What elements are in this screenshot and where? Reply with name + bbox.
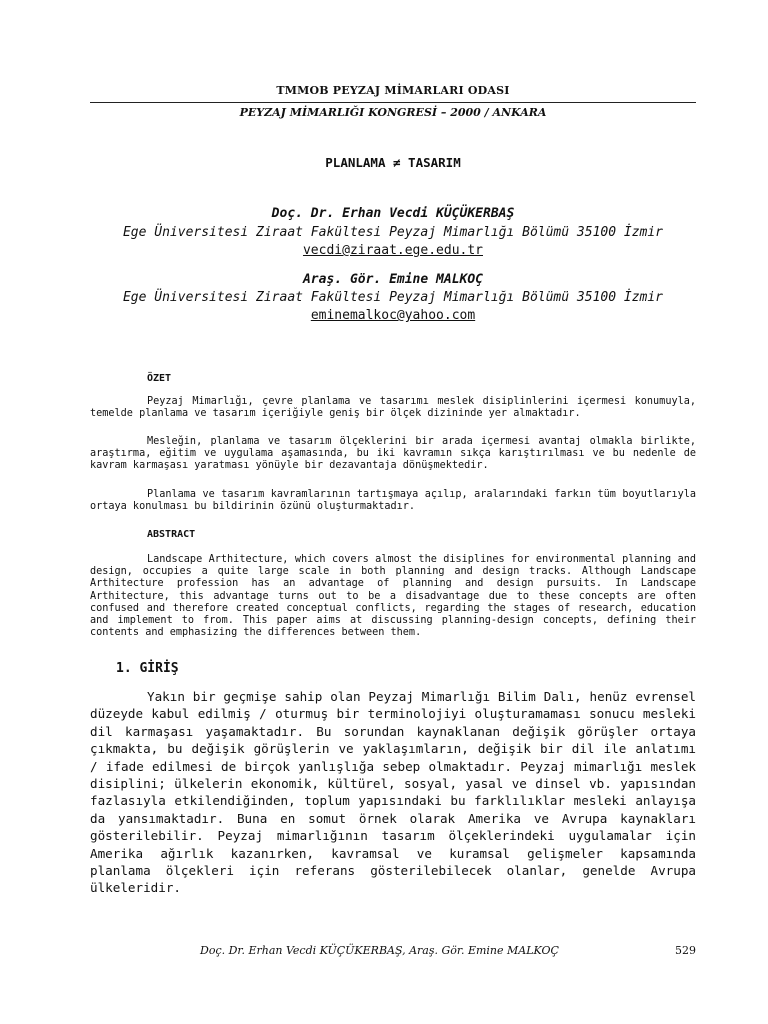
header-divider: [90, 102, 696, 103]
author-1-email[interactable]: [90, 243, 696, 258]
abstract-paragraph: Landscape Arthitecture, which covers almost the disiplines for environmental planning and design, occupies a quite large scale in both planning and design tracks. Although Landscape Arthitecture profession has an advantage of planning and design pursuits. In Landscape Arthitecture, this advantage turns out to be a disadvantage due to these concepts are often confused and therefore created conceptual conflicts, regarding the stages of research, education and implement to from. This paper aims at discussing planning-design concepts, defining their contents and emphasizing the differences between them.: [90, 554, 696, 639]
section-paragraph-giris: Yakın bir geçmişe sahip olan Peyzaj Mimarlığı Bilim Dalı, henüz evrensel düzeyde kabul edilmiş / oturmuş bir terminolojiyi oluşturamaması sonucu mesleki dil karmaşası yaşamaktadır. Bu sorundan kaynaklanan değişik görüşler ortaya çıkmakta, bu değişik görüşlerin ve yaklaşımların, değişik bir dil ile anlatımı / ifade edilmesi de birçok yanlışlığa sebep olmaktadır. Peyzaj mimarlığı meslek disiplini; ülkelerin ekonomik, kültürel, sosyal, yasal ve dinsel vb. yapısından fazlasıyla etkilendiğinden, toplum yapısındaki bu farklılıklar mesleki anlayışa da yansımaktadır. Buna en somut örnek olarak Amerika ve Avrupa kaynakları gösterilebilir. Peyzaj mimarlığının tasarım ölçeklerindeki uygulamalar için Amerika ağırlık kazanırken, kavramsal ve kuramsal gelişmeler kapsamında planlama ölçekleri için referans gösterilebilecek olanlar, genelde Avrupa ülkeleridir.: [90, 689, 696, 896]
author-1-email-link[interactable]: vecdi@ziraat.ege.edu.tr: [302, 243, 483, 258]
ozet-paragraph-3: Planlama ve tasarım kavramlarının tartışmaya açılıp, aralarındaki farkın tüm boyutlarıyla ortaya konulması bu bildirinin özünü oluşturmaktadır.: [90, 489, 696, 513]
author-2-email[interactable]: [90, 308, 696, 323]
author-1-affiliation: Ege Üniversitesi Ziraat Fakültesi Peyzaj Mimarlığı Bölümü 35100 İzmir: [122, 225, 664, 240]
author-2-affiliation: Ege Üniversitesi Ziraat Fakültesi Peyzaj Mimarlığı Bölümü 35100 İzmir: [122, 290, 664, 305]
section-heading-giris: 1. GİRİŞ: [116, 661, 179, 676]
running-header-congress: PEYZAJ MİMARLIĞI KONGRESİ – 2000 / ANKARA: [239, 106, 547, 119]
ozet-paragraph-2: Mesleğin, planlama ve tasarım ölçeklerini bir arada içermesi avantaj olmakla birlikte, araştırma, eğitim ve uygulama aşamasında, bu iki kavramın sıkça karıştırılması ve bu nedenle de kavram karmaşası yaratması yönüyle bir dezavantaja dönüşmektedir.: [90, 436, 696, 472]
page-number: 529: [675, 944, 696, 957]
author-1-name: Doç. Dr. Erhan Vecdi KÜÇÜKERBAŞ: [271, 206, 515, 221]
footer-authors: Doç. Dr. Erhan Vecdi KÜÇÜKERBAŞ, Araş. Gör. Emine MALKOÇ: [200, 944, 559, 957]
author-2-name: Araş. Gör. Emine MALKOÇ: [302, 272, 483, 287]
ozet-heading: ÖZET: [147, 373, 172, 384]
abstract-heading: ABSTRACT: [147, 529, 196, 540]
ozet-paragraph-1: Peyzaj Mimarlığı, çevre planlama ve tasarımı meslek disiplinlerini içermesi konumuyla, temelde planlama ve tasarım içeriğiyle geniş bir ölçek dizininde yer almaktadır.: [90, 396, 696, 420]
running-header-org: TMMOB PEYZAJ MİMARLARI ODASI: [276, 84, 510, 97]
author-2-email-link[interactable]: eminemalkoc@yahoo.com: [310, 308, 476, 323]
paper-title: PLANLAMA ≠ TASARIM: [325, 155, 461, 170]
